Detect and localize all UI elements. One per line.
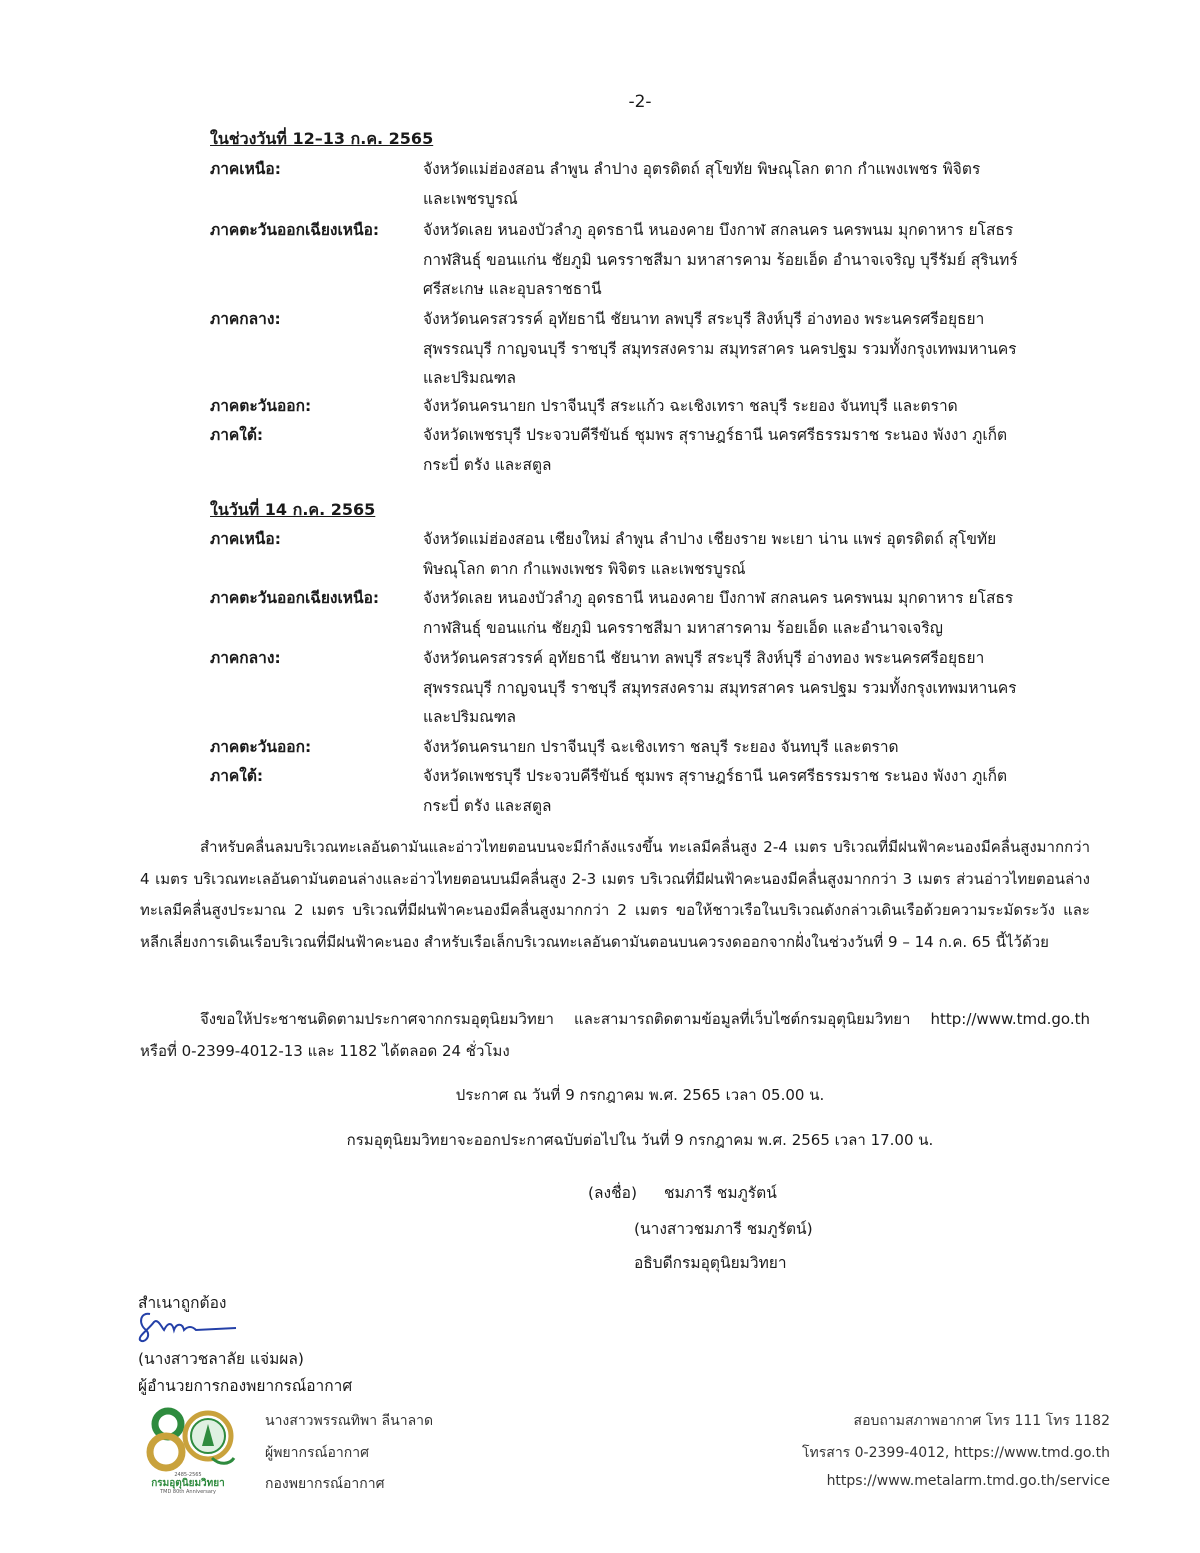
region-label: ภาคตะวันออก:	[210, 397, 312, 415]
region-line: จังหวัดเลย หนองบัวลำภู อุดรธานี หนองคาย บึงกาฬ สกลนคร นครพนม มุกดาหาร ยโสธร	[423, 589, 1014, 607]
footer-division: กองพยากรณ์อากาศ	[265, 1476, 385, 1492]
region-line: จังหวัดนครสวรรค์ อุทัยธานี ชัยนาท ลพบุรี สระบุรี สิงห์บุรี อ่างทอง พระนครศรีอยุธยา	[423, 310, 985, 328]
signatory-full-name: (นางสาวชมภารี ชมภูรัตน์)	[634, 1220, 813, 1238]
handwritten-signature	[136, 1308, 256, 1348]
region-line: จังหวัดนครสวรรค์ อุทัยธานี ชัยนาท ลพบุรี สระบุรี สิงห์บุรี อ่างทอง พระนครศรีอยุธยา	[423, 649, 985, 667]
follow-paragraph: จึงขอให้ประชาชนติดตามประกาศจากกรมอุตุนิยมวิทยา และสามารถติดตามข้อมูลที่เว็บไซต์กรมอุตุนิยมวิทยา http://www.tmd.go.th หรือที่ 0-2399-4012-13 และ 1182 ได้ตลอด 24 ชั่วโมง	[140, 1010, 1090, 1060]
region-label: ภาคเหนือ:	[210, 530, 281, 548]
region-row	[210, 421, 1090, 480]
region-line: จังหวัดนครนายก ปราจีนบุรี สระแก้ว ฉะเชิงเทรา ชลบุรี ระยอง จันทบุรี และตราด	[423, 397, 958, 415]
region-line: กาฬสินธุ์ ขอนแก่น ชัยภูมิ นครราชสีมา มหาสารคาม ร้อยเอ็ด และอำนาจเจริญ	[423, 618, 943, 637]
signed-label: (ลงชื่อ)	[588, 1184, 637, 1202]
region-label: ภาคใต้:	[210, 767, 264, 785]
region-line: จังหวัดเพชรบุรี ประจวบคีรีขันธ์ ชุมพร สุราษฎร์ธานี นครศรีธรรมราช ระนอง พังงา ภูเก็ต	[423, 426, 1008, 444]
region-line: กระบี่ ตรัง และสตูล	[423, 796, 552, 815]
region-label: ภาคตะวันออก:	[210, 738, 312, 756]
logo-subtitle: TMD 80th Anniversary	[160, 1489, 216, 1494]
region-line: และปริมณฑล	[423, 369, 516, 387]
footer-forecaster-title: ผู้พยากรณ์อากาศ	[265, 1445, 369, 1461]
region-label: ภาคใต้:	[210, 426, 264, 444]
region-line: จังหวัดแม่ฮ่องสอน เชียงใหม่ ลำพูน ลำปาง เชียงราย พะเยา น่าน แพร่ อุตรดิตถ์ สุโขทัย	[423, 530, 997, 548]
region-line: พิษณุโลก ตาก กำแพงเพชร พิจิตร และเพชรบูรณ์	[423, 559, 746, 578]
section-heading: ในวันที่ 14 ก.ค. 2565	[210, 500, 376, 519]
region-row	[210, 305, 1090, 394]
region-label: ภาคตะวันออกเฉียงเหนือ:	[210, 221, 380, 239]
section-heading: ในช่วงวันที่ 12–13 ก.ค. 2565	[210, 129, 434, 148]
certified-copy-name: (นางสาวชลาลัย แจ่มผล)	[138, 1350, 304, 1368]
region-row	[210, 762, 1090, 821]
region-line: จังหวัดนครนายก ปราจีนบุรี ฉะเชิงเทรา ชลบุรี ระยอง จันทบุรี และตราด	[423, 738, 899, 756]
page-number: -2-	[628, 92, 652, 112]
region-row	[210, 644, 1090, 733]
certified-copy-label: สำเนาถูกต้อง	[138, 1294, 227, 1312]
footer-forecaster-name: นางสาวพรรณทิพา ลีนาลาด	[265, 1413, 434, 1429]
signed-name: ชมภารี ชมภูรัตน์	[663, 1184, 777, 1202]
region-row	[210, 216, 1090, 305]
footer-service-link[interactable]: https://www.metalarm.tmd.go.th/service	[826, 1473, 1110, 1489]
region-row	[210, 525, 1090, 584]
region-label: ภาคเหนือ:	[210, 160, 281, 178]
region-line: จังหวัดเพชรบุรี ประจวบคีรีขันธ์ ชุมพร สุราษฎร์ธานี นครศรีธรรมราช ระนอง พังงา ภูเก็ต	[423, 767, 1008, 785]
logo-years: 2485-2565	[174, 1472, 202, 1478]
footer-fax-website: โทรสาร 0-2399-4012, https://www.tmd.go.th	[802, 1445, 1110, 1461]
region-line: และปริมณฑล	[423, 708, 516, 726]
region-line: กาฬสินธุ์ ขอนแก่น ชัยภูมิ นครราชสีมา มหาสารคาม ร้อยเอ็ด อำนาจเจริญ บุรีรัมย์ สุรินทร์	[423, 250, 1018, 269]
certified-copy-position: ผู้อำนวยการกองพยากรณ์อากาศ	[138, 1377, 353, 1395]
region-label: ภาคตะวันออกเฉียงเหนือ:	[210, 589, 380, 607]
footer-phone: สอบถามสภาพอากาศ โทร 111 โทร 1182	[853, 1413, 1110, 1429]
region-row	[210, 155, 1090, 214]
region-line: สุพรรณบุรี กาญจนบุรี ราชบุรี สมุทรสงคราม สมุทรสาคร นครปฐม รวมทั้งกรุงเทพมหานคร	[423, 678, 1017, 697]
region-line: สุพรรณบุรี กาญจนบุรี ราชบุรี สมุทรสงคราม สมุทรสาคร นครปฐม รวมทั้งกรุงเทพมหานคร	[423, 339, 1017, 358]
region-row	[210, 392, 1090, 422]
signatory-position: อธิบดีกรมอุตุนิยมวิทยา	[634, 1254, 787, 1272]
next-announce-line: กรมอุตุนิยมวิทยาจะออกประกาศฉบับต่อไปใน วันที่ 9 กรกฎาคม พ.ศ. 2565 เวลา 17.00 น.	[346, 1131, 934, 1149]
region-line: จังหวัดแม่ฮ่องสอน ลำพูน ลำปาง อุตรดิตถ์ สุโขทัย พิษณุโลก ตาก กำแพงเพชร พิจิตร	[423, 160, 981, 178]
announce-line: ประกาศ ณ วันที่ 9 กรกฎาคม พ.ศ. 2565 เวลา 05.00 น.	[455, 1086, 825, 1104]
region-label: ภาคกลาง:	[210, 310, 281, 328]
region-line: จังหวัดเลย หนองบัวลำภู อุดรธานี หนองคาย บึงกาฬ สกลนคร นครพนม มุกดาหาร ยโสธร	[423, 221, 1014, 239]
region-line: กระบี่ ตรัง และสตูล	[423, 455, 552, 474]
region-line: ศรีสะเกษ และอุบลราชธานี	[423, 280, 602, 298]
region-row	[210, 584, 1090, 643]
wave-paragraph: สำหรับคลื่นลมบริเวณทะเลอันดามันและอ่าวไทยตอนบนจะมีกำลังแรงขึ้น ทะเลมีคลื่นสูง 2-4 เมตร บริเวณที่มีฝนฟ้าคะนองมีคลื่นสูงมากกว่า 4 เมตร บริเวณทะเลอันดามันตอนล่างและอ่าวไทยตอนบนมีคลื่นสูง 2-3 เมตร บริเวณที่มีฝนฟ้าคะนองมีคลื่นสูงมากกว่า 3 เมตร ส่วนอ่าวไทยตอนล่างทะเลมีคลื่นสูงประมาณ 2 เมตร บริเวณที่มีฝนฟ้าคะนองมีคลื่นสูงมากกว่า 2 เมตร ขอให้ชาวเรือในบริเวณดังกล่าวเดินเรือด้วยความระมัดระวัง และหลีกเลี่ยงการเดินเรือบริเวณที่มีฝนฟ้าคะนอง สำหรับเรือเล็กบริเวณทะเลอันดามันตอนบนควรงดออกจากฝั่งในช่วงวันที่ 9 – 14 ก.ค. 65 นี้ไว้ด้วย	[140, 838, 1090, 951]
tmd-80th-logo	[138, 1402, 238, 1494]
region-label: ภาคกลาง:	[210, 649, 281, 667]
region-line: และเพชรบูรณ์	[423, 189, 518, 208]
region-row	[210, 733, 1090, 763]
logo-text: กรมอุตุนิยมวิทยา	[151, 1478, 225, 1489]
